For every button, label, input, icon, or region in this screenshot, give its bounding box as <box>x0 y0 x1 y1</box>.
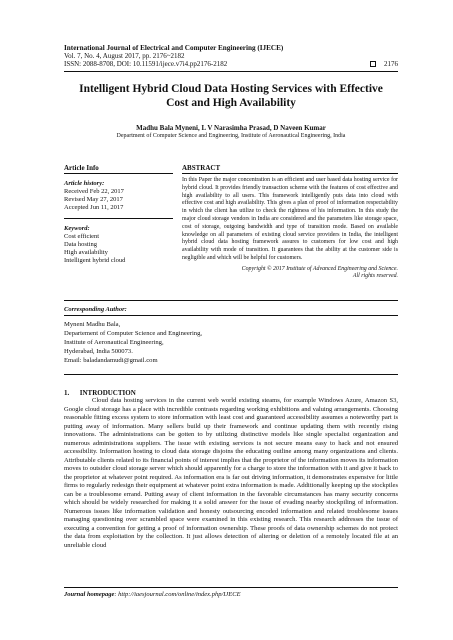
keyword: High availability <box>64 249 108 256</box>
abstract-heading: ABSTRACT <box>182 164 221 172</box>
corresponding-line: Institute of Aeronautical Engineering, <box>64 339 164 346</box>
title-line: Intelligent Hybrid Cloud Data Hosting Services with Effective <box>79 83 383 95</box>
volume-info: Vol. 7, No. 4, August 2017, pp. 2176~2182 <box>64 52 185 60</box>
history-list <box>64 188 173 212</box>
keyword: Cost efficient <box>64 233 100 240</box>
authors: Madhu Bala Myneni, L V Narasimha Prasad, D Naveen Kumar <box>136 124 326 132</box>
divider <box>64 173 173 174</box>
homepage-label: Journal homepage <box>64 591 115 598</box>
corresponding-line: Departement of Computer Science and Engineering, <box>64 330 203 337</box>
keywords-list <box>64 233 173 265</box>
copyright-line: Copyright © 2017 Institute of Advanced Engineering and Science. <box>241 265 398 272</box>
square-icon <box>370 61 376 67</box>
journal-name: International Journal of Electrical and Computer Engineering (IJECE) <box>64 44 284 52</box>
title-line: Cost and High Availability <box>166 97 296 109</box>
corresponding-line: Myneni Madhu Bala, <box>64 321 121 328</box>
paper-title <box>64 82 398 110</box>
corresponding-line: Hyderabad, India 500073. <box>64 348 133 355</box>
keyword: Data hosting <box>64 241 98 248</box>
article-info <box>64 164 173 265</box>
history-item: Received Feb 22, 2017 <box>64 188 124 195</box>
keyword: Intelligent hybrid cloud <box>64 257 126 264</box>
abstract-text: In this Paper the major concentration is an efficient and user based data hosting service for hybrid cloud. It provides friendly transaction scheme with the features of cost effective and high availability to all users. This framework intelligently puts data into cloud with effective cost and high availability. This gives a plan of proof of information respectability in which the client has utilize to check the rightness of his information. In this study the major cloud storage vendors in India are considered and the parameters like storage space, cost of storage, outgoing bandwidth and type of transition mode. Based on available knowledge on all parameters of existing cloud service providers in India, the intelligent hybrid cloud data hosting framework assures to customers for low cost and high availability with mode of transition. It guarantees that the ability at the customer side is negligible and which will be helpful for customers. <box>182 177 398 261</box>
divider <box>64 300 398 301</box>
article-info-heading: Article Info <box>64 164 99 172</box>
issn-doi: ISSN: 2088-8708, DOI: 10.11591/ijece.v7i4.pp2176-2182 <box>64 60 228 68</box>
divider <box>64 374 398 375</box>
affiliation: Department of Computer Science and Engineering, Institute of Aeronautical Engineering, India <box>116 133 346 139</box>
history-heading: Article history: <box>64 180 105 187</box>
divider <box>182 173 398 174</box>
corresponding-email: Email: baladandamudi@gmail.com <box>64 357 158 364</box>
abstract-section <box>182 164 398 281</box>
divider <box>64 315 398 316</box>
divider <box>64 218 173 219</box>
introduction-text: Cloud data hosting services in the current web world existing steams, for example Windows Azure, Amazon S3, Google cloud storage has a place with incredible contrasts regarding working exhibitions and valuing arrangements. Choosing reasonable fitting excess system to store information with least cost and guaranteed accessibility assumes a noteworthy part is putting away of information. Many sellers build up their framework and continue updating them with recently rising innovations. The administrations can be gotten to by utilizing distinctive models like single specialist organization and numerous administrations suppliers. The issue with existing services is not secure means easy to hack and not ensured accessibility. Information hosting to cloud data storage disjoins the educating outline among many organizations and clients. Attributable clients related to its financial points of interest implies that the proprietor of the information moves its information moves to outsider cloud storage server which should apparently for a charge to store the information with it and give it back to the proprietor at whatever point required. As information era is far out driving information, it demonstrates expensive for little firms to regularly redesign their equipment at whatever point extra information is made. Additionally keeping up the stockpiles can be a troublesome errand. Putting away of client information in the favorable circumstances has many security concerns which should be widely researched for making it a solid answer for the issue of evading nearby stockpiling of information. Numerous issues like information validation and honesty outsourcing encoded information and related troublesome issues managing questioning over scrambled space were examined in this existing research. This research addresses the issue of executing a convention for getting a proof of information ownership. These proofs of data ownership schemes do not protect the data from exploitation by the collection. It just allows detection of altering or deletion of a remotely located file at an unreliable cloud <box>64 397 398 549</box>
copyright <box>182 266 398 281</box>
corresponding-details <box>64 320 364 365</box>
header-rule <box>64 71 398 72</box>
rights-line: All rights reserved. <box>352 273 398 280</box>
page-number: 2176 <box>384 60 398 68</box>
introduction-heading: 1. INTRODUCTION <box>64 389 136 397</box>
journal-header <box>64 44 398 68</box>
journal-homepage <box>64 591 241 598</box>
footer-rule <box>64 587 398 588</box>
history-item: Revised May 27, 2017 <box>64 196 123 203</box>
corresponding-heading: Corresponding Author: <box>64 306 127 313</box>
homepage-url[interactable]: : http://iaesjournal.com/online/index.php/IJECE <box>114 591 241 598</box>
history-item: Accepted Jun 11, 2017 <box>64 204 124 211</box>
keywords-heading: Keyword: <box>64 225 90 232</box>
